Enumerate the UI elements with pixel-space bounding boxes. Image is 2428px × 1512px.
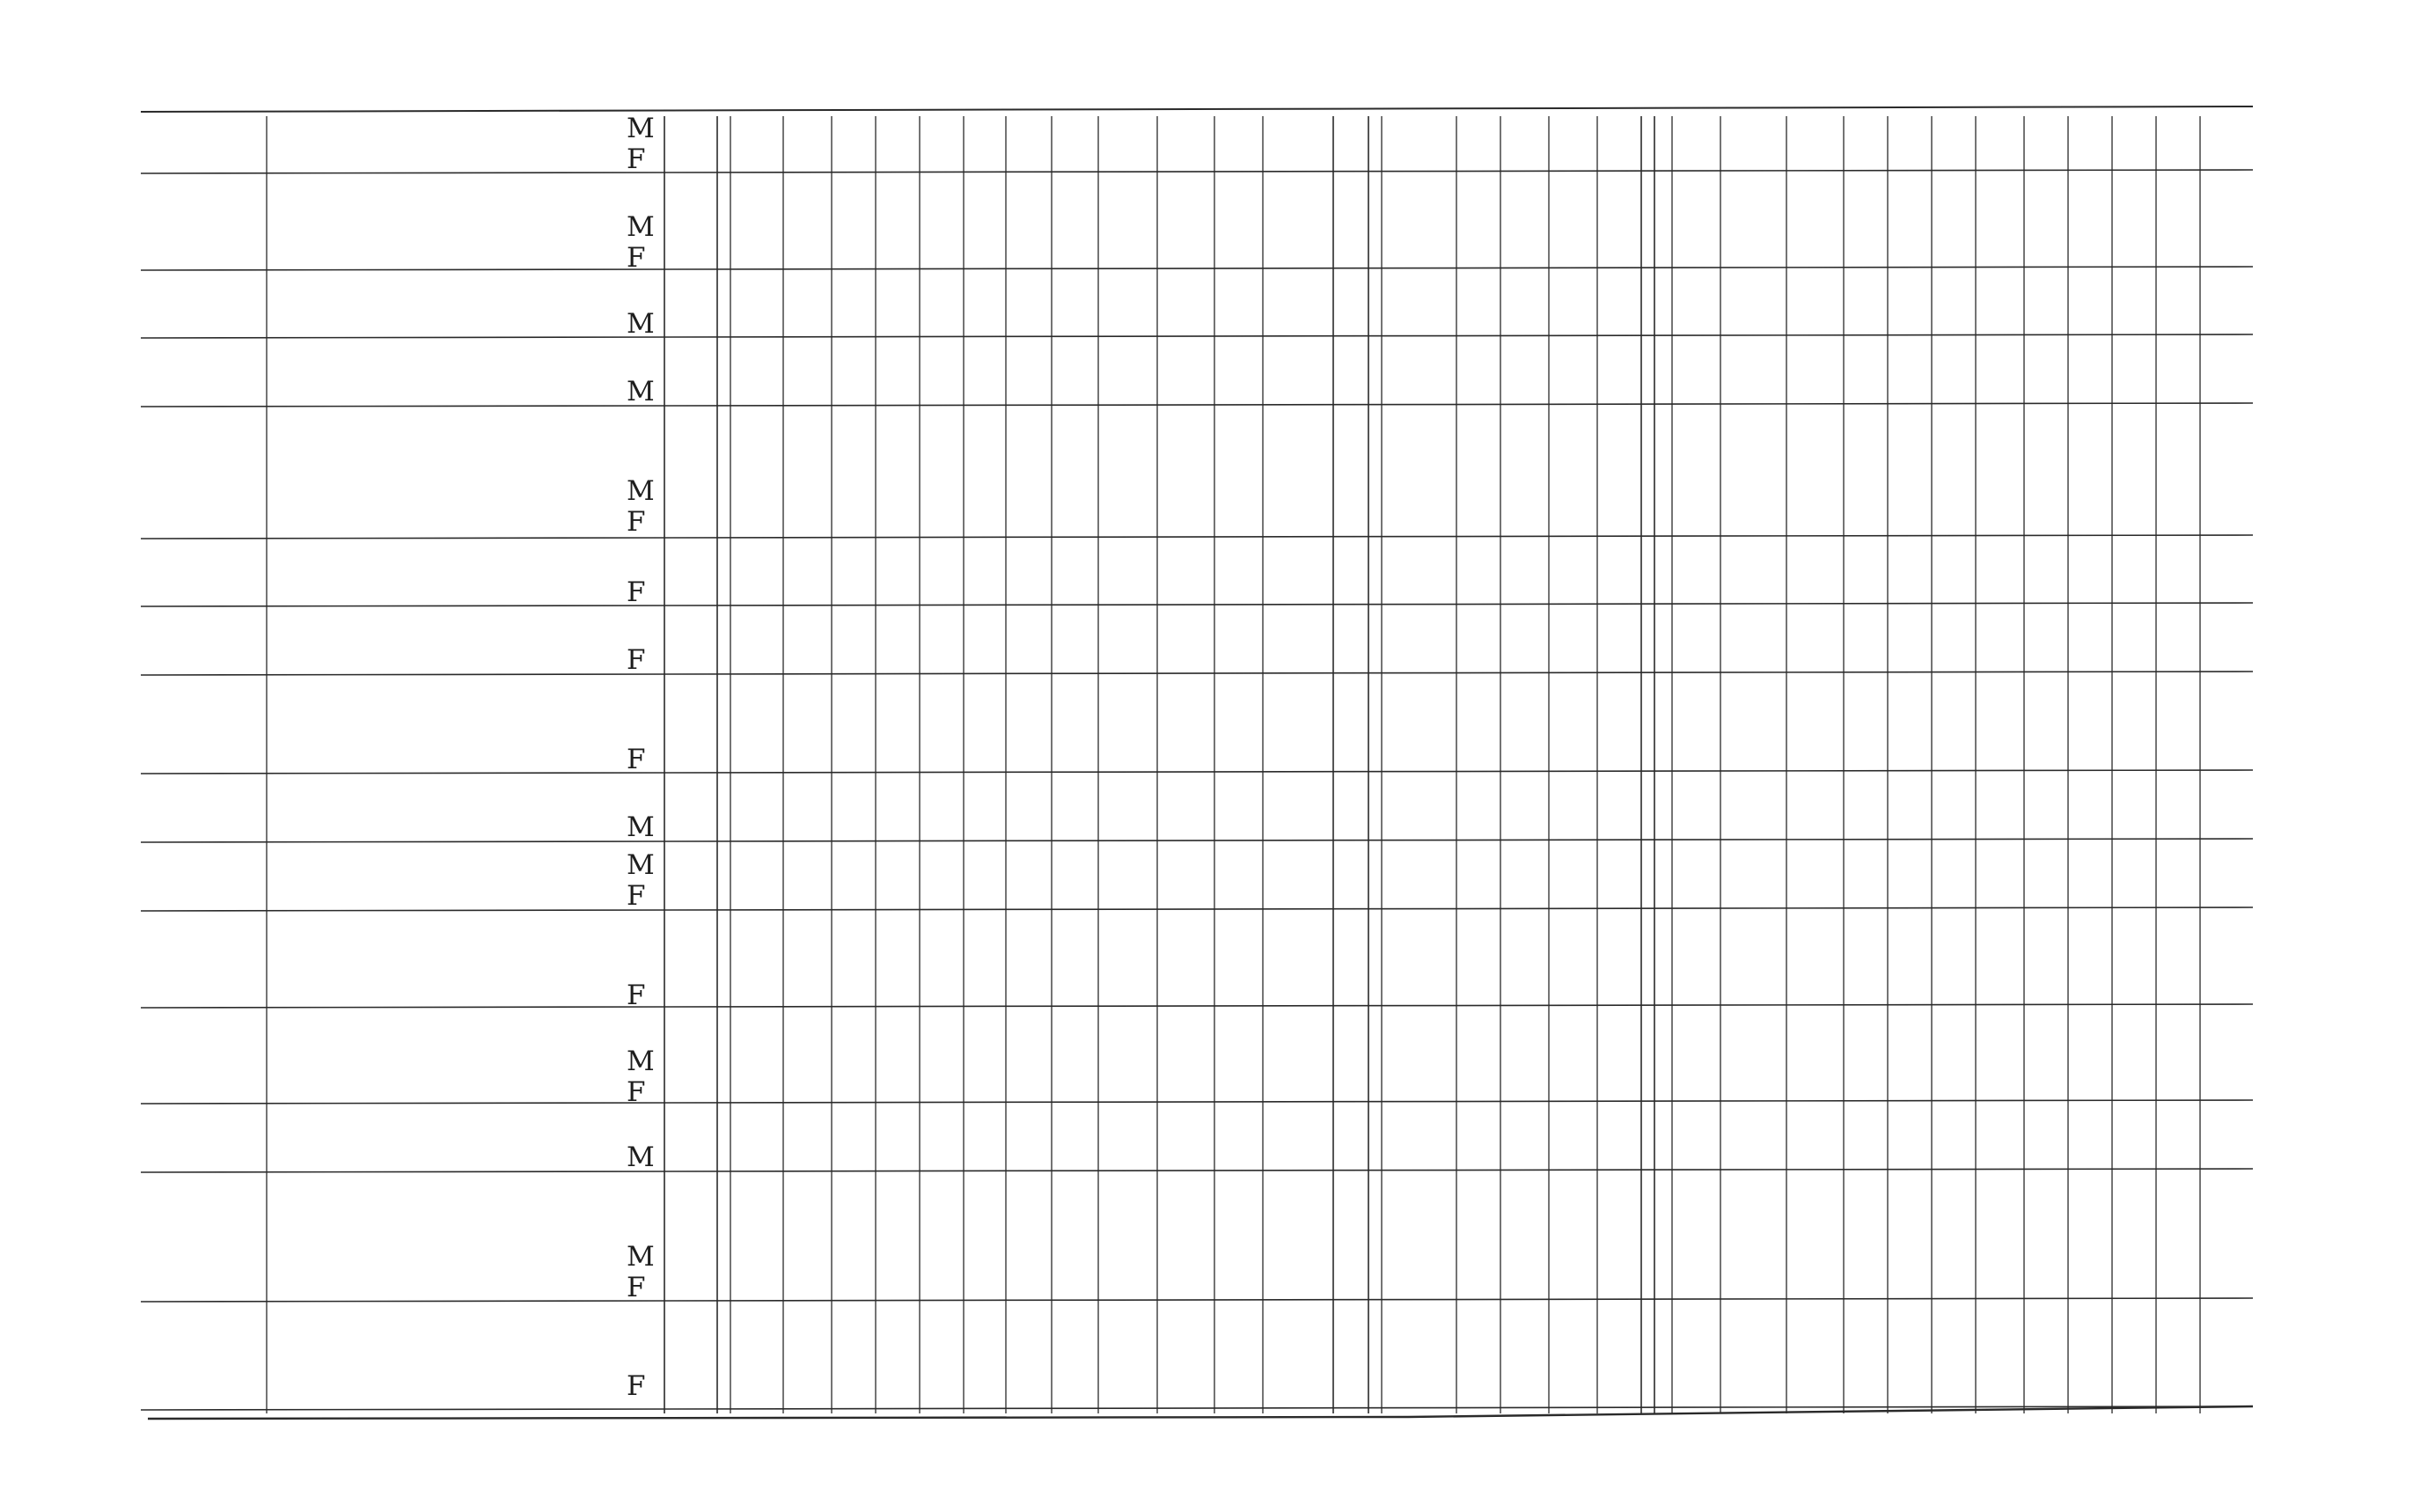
row-separator-rule [141, 1298, 2253, 1302]
row-separator-rule [141, 334, 2253, 338]
sex-marker: M [627, 849, 655, 881]
row-separator-rule [141, 535, 2253, 539]
sex-marker: M [627, 308, 655, 340]
row-separator-rule [141, 907, 2253, 911]
sex-marker: M [627, 376, 655, 407]
sex-marker: M [627, 1046, 655, 1077]
sex-marker: F [627, 1076, 646, 1108]
sex-marker: F [627, 506, 646, 538]
sex-marker: M [627, 113, 655, 144]
sex-marker: M [627, 811, 655, 843]
table-bottom-rule [148, 1417, 1408, 1419]
sex-marker: F [627, 1370, 646, 1402]
sex-marker: M [627, 211, 655, 243]
sex-marker: F [627, 744, 646, 775]
table-top-rule [141, 106, 2253, 112]
row-separator-rule [141, 403, 2253, 407]
sex-marker: F [627, 644, 646, 676]
row-separator-rule [141, 1169, 2253, 1172]
sex-marker: F [627, 1272, 646, 1303]
row-separator-rule [141, 1004, 2253, 1008]
row-separator-rule [141, 267, 2253, 270]
row-separator-rule [141, 1100, 2253, 1104]
sex-marker: F [627, 242, 646, 274]
sex-marker: M [627, 475, 655, 507]
sex-marker: F [627, 980, 646, 1011]
row-separator-rule [141, 672, 2253, 675]
row-separator-rule [141, 770, 2253, 774]
sex-marker: F [627, 576, 646, 608]
row-separator-rule [141, 839, 2253, 842]
row-separator-rule [141, 170, 2253, 173]
sex-marker: F [627, 143, 646, 175]
row-separator-rule [141, 603, 2253, 606]
sex-marker: M [627, 1241, 655, 1273]
sex-marker: M [627, 1141, 655, 1173]
sex-marker: F [627, 880, 646, 912]
